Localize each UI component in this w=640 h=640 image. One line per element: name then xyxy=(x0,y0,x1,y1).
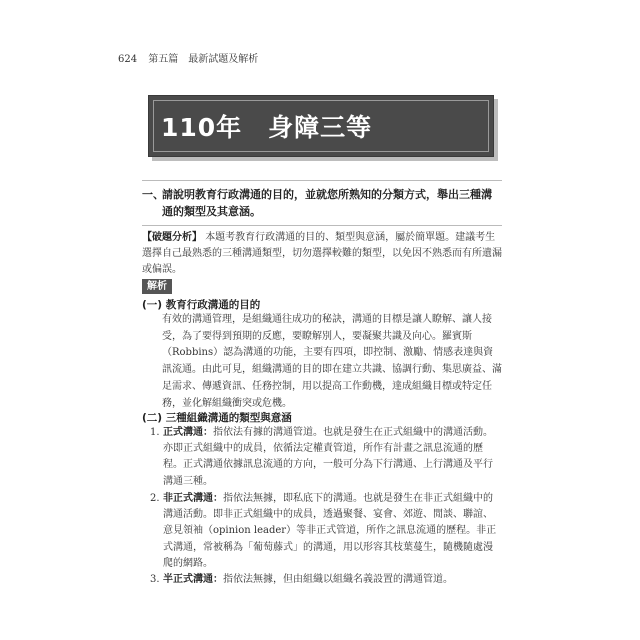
page-number: 624 xyxy=(118,54,138,65)
item-body xyxy=(163,425,502,490)
running-header xyxy=(118,50,258,65)
item-term: 非正式溝通： xyxy=(163,493,223,504)
question-text: 請說明教育行政溝通的目的，並就您所熟知的分類方式，舉出三種溝通的類型及其意涵。 xyxy=(162,188,492,218)
question-bottom-rule xyxy=(142,225,502,226)
item-number: 2. xyxy=(150,493,160,504)
item-text: 指依法無據，但由組織以組織名義設置的溝通管道。 xyxy=(223,574,453,585)
exam-title-banner xyxy=(148,95,494,157)
section-heading-types: (二) 三種組織溝通的類型與意涵 xyxy=(142,412,292,424)
list-item xyxy=(150,491,502,572)
analysis-text: 本題考教育行政溝通的目的、類型與意涵，屬於簡單題。建議考生選擇自己最熟悉的三種溝通類型，切勿選擇較難的類型，以免因不熟悉而有所遺漏或偏誤。 xyxy=(142,232,502,275)
exam-title: 110年 身障三等 xyxy=(161,113,373,142)
item-number: 3. xyxy=(150,574,160,585)
item-text: 指依法有據的溝通管道。也就是發生在正式組織中的溝通活動。亦即正式組織中的成員，依循法定權責管道，所作有計畫之訊息流通的歷程。正式溝通依據訊息流通的方向，一般可分為下行溝通、上行溝通及平行溝通三種。 xyxy=(163,427,493,487)
list-item xyxy=(150,572,502,588)
question-top-rule xyxy=(142,180,502,181)
analysis-block xyxy=(142,230,502,278)
item-body xyxy=(163,572,502,588)
item-number: 1. xyxy=(150,427,160,438)
solution-badge: 解析 xyxy=(142,279,172,294)
item-text: 指依法無據，即私底下的溝通。也就是發生在非正式組織中的溝通活動。即非正式組織中的成員，透過聚餐、宴會、郊遊、閒談、聯誼、意見領袖（opinion leader）等非正式管道，所作之訊息流通的歷程。非正式溝通，常被稱為「葡萄藤式」的溝通，用以形容其枝葉蔓生，隨機隨處漫爬的網路。 xyxy=(163,493,497,569)
question-block xyxy=(142,186,502,220)
purpose-paragraph: 有效的溝通管理，是組織通往成功的秘訣，溝通的目標是讓人瞭解、讓人接受，為了要得到預期的反應，要瞭解別人，要凝聚共識及向心。羅賓斯（Robbins）認為溝通的功能，主要有四項，即控制、激勵、情感表達與資訊流通。由此可見，組織溝通的目的即在建立共識、協調行動、集思廣益、滿足需求、傳遞資訊、任務控制，用以提高工作動機，達成組織目標或特定任務，並化解組織衝突或危機。 xyxy=(162,314,502,409)
section-heading-purpose: (一) 教育行政溝通的目的 xyxy=(142,299,261,311)
item-body xyxy=(163,491,502,572)
list-item xyxy=(150,425,502,490)
analysis-label: 【破題分析】 xyxy=(142,232,202,243)
item-term: 半正式溝通： xyxy=(163,574,223,585)
chapter-title: 第五篇 最新試題及解析 xyxy=(148,54,259,65)
item-term: 正式溝通： xyxy=(163,427,213,438)
question-number: 一、 xyxy=(142,188,164,201)
